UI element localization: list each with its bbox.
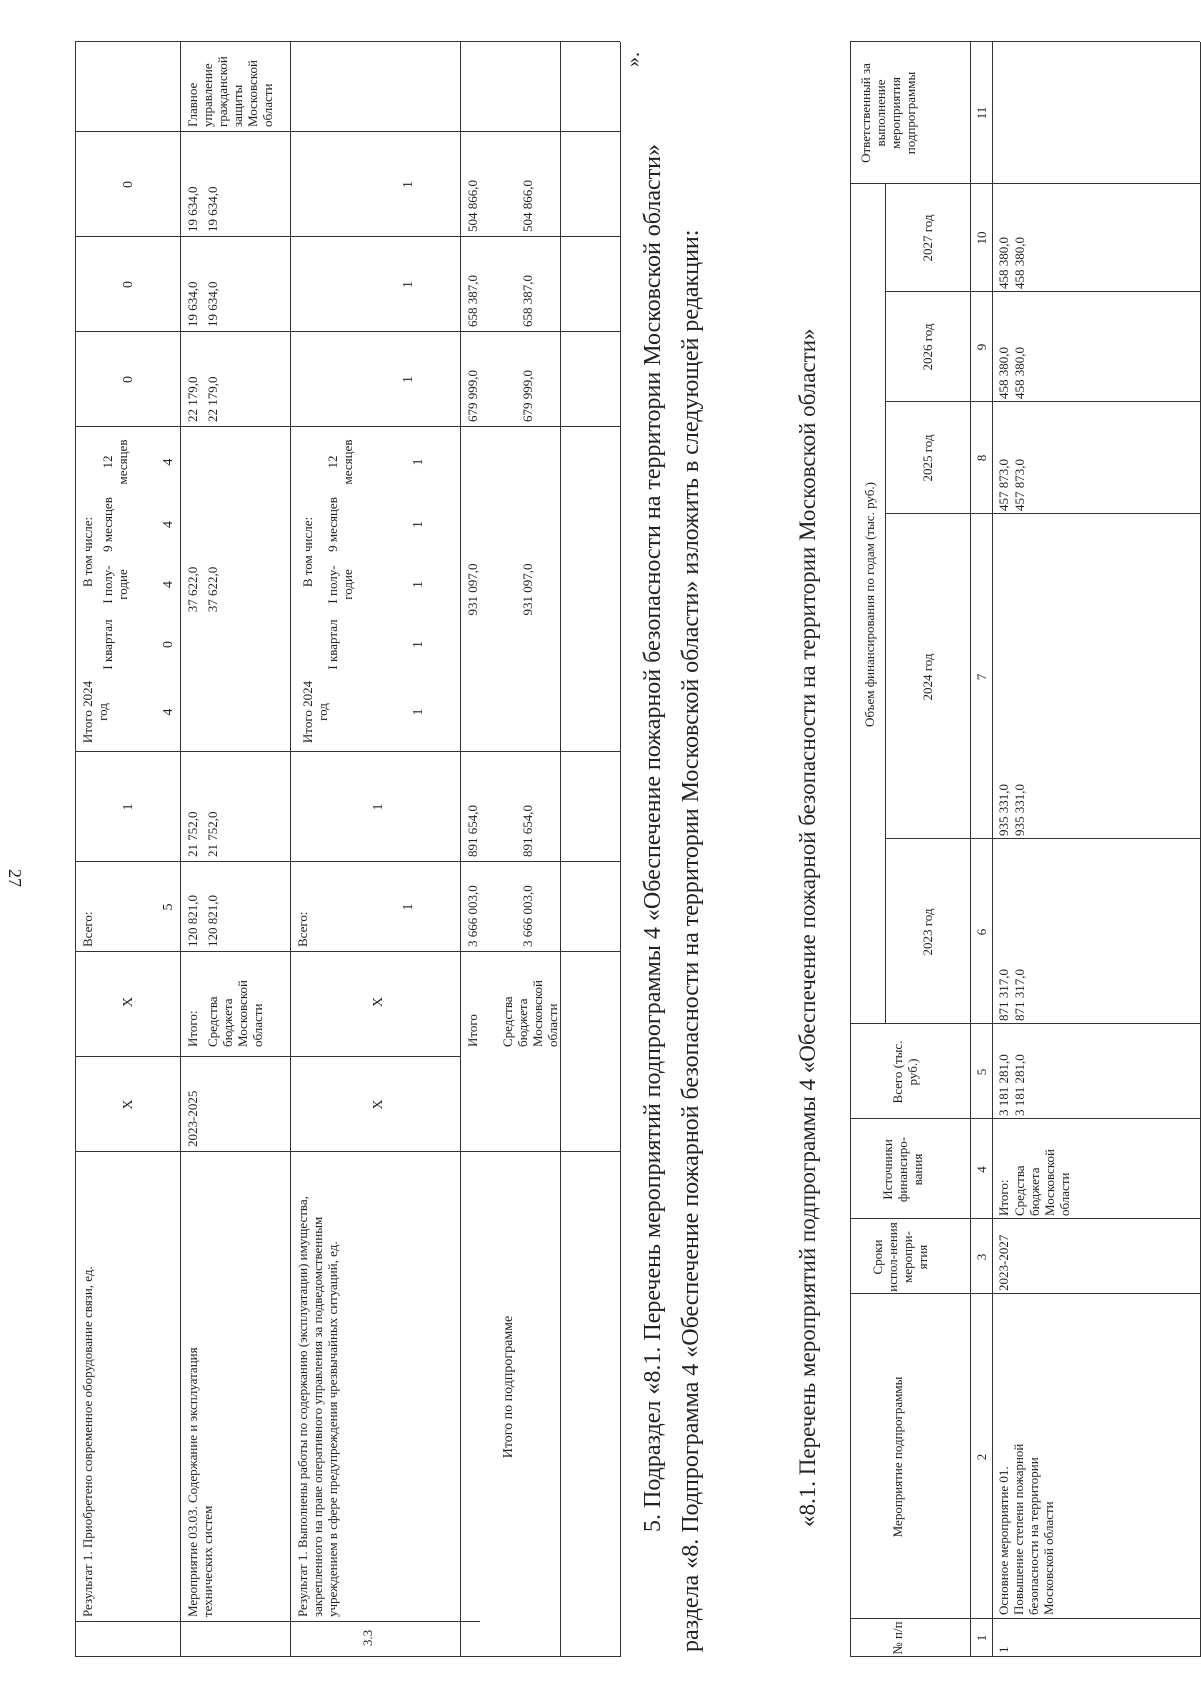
row2-y2026-a: 19 634,0: [185, 281, 200, 327]
colnum-9: 9: [974, 343, 989, 351]
row1-q1-num: 0: [161, 641, 176, 648]
row3-y2025: 1: [401, 376, 416, 383]
row4-total-b: 3 666 003,0: [520, 885, 535, 947]
row3-total-num: 1: [401, 903, 416, 911]
row3-label: Результат 1. Выполнены работы по содержанию (эксплуатации) имущества, закрепленного на праве оперативного управления за подведомственным учреждением в сфере предупреждения чрезвычайных ситуаций, ед.: [295, 1196, 340, 1617]
row1-y2027: 0: [121, 181, 136, 188]
row3-itogo2024-num: 1: [411, 708, 426, 716]
row2-y2024-b: 37 622,0: [205, 566, 220, 613]
row4-y2026-b: 658 387,0: [520, 275, 535, 327]
page-number: 27: [5, 869, 25, 887]
colnum-4: 4: [974, 1166, 989, 1173]
row2-total-b: 120 821,0: [205, 895, 220, 947]
row2-period: 2023-2025: [185, 1090, 200, 1147]
paragraph-line-1: 5. Подраздел «8.1. Перечень мероприятий подпрограммы 4 «Обеспечение пожарной безопасности на территории Московской области»: [640, 143, 666, 1532]
row1-h1-num: 4: [161, 581, 176, 588]
paragraph-line-2: раздела «8. Подпрограмма 4 «Обеспечение пожарной безопасности на территории Московской области» изложить в следующей редакции:: [678, 229, 704, 1652]
row3-m9: 9 месяцев: [325, 497, 340, 552]
hdr-period: Сроки испол-нения меропри-ятия: [870, 1222, 930, 1292]
row3-source: Х: [371, 996, 386, 1008]
row1-y2023: 1: [121, 803, 136, 811]
row4-y2023-a: 891 654,0: [465, 805, 480, 857]
row4-y2024-a: 931 097,0: [465, 563, 480, 616]
row4-label: Итого по подпрограмме: [501, 1315, 516, 1459]
hdr-y2023: 2023 год: [920, 908, 935, 956]
row1-itogo2024: Итого 2024 год: [80, 680, 110, 744]
row4-y2025-a: 679 999,0: [465, 370, 480, 422]
row-y2023-a: 871 317,0: [996, 969, 1011, 1021]
row2-y2025-b: 22 179,0: [205, 376, 220, 422]
row-y2026-b: 458 380,0: [1012, 347, 1027, 399]
row-y2025-b: 457 873,0: [1012, 459, 1027, 511]
row1-label: Результат 1. Приобретено современное оборудование связи, ед.: [80, 1266, 95, 1617]
row-y2027-a: 458 380,0: [996, 237, 1011, 289]
row2-y2024-a: 37 622,0: [185, 566, 200, 613]
row3-y2027: 1: [401, 181, 416, 188]
colnum-6: 6: [974, 928, 989, 936]
hdr-num: № п/п: [890, 1621, 905, 1655]
hdr-y2025: 2025 год: [920, 434, 935, 482]
row4-y2025-b: 679 999,0: [520, 370, 535, 422]
colnum-11: 11: [974, 106, 989, 120]
row3-h1-num: 1: [411, 581, 426, 588]
row1-h1: I полу-годие: [100, 565, 130, 604]
row1-total-num: 5: [161, 903, 176, 911]
hdr-total: Всего (тыс. руб.): [890, 1040, 920, 1104]
row-y2027-b: 458 380,0: [1012, 237, 1027, 289]
row3-y2023: 1: [371, 803, 386, 811]
row1-m9: 9 месяцев: [100, 497, 115, 552]
colnum-7: 7: [974, 673, 989, 681]
row4-y2026-a: 658 387,0: [465, 275, 480, 327]
row3-m12: 12 месяцев: [325, 439, 355, 485]
row3-itogo2024: Итого 2024 год: [300, 680, 330, 744]
row1-vtom: В том числе:: [80, 516, 95, 588]
row2-source-a: Итого:: [185, 1010, 200, 1047]
row2-y2027-a: 19 634,0: [185, 186, 200, 232]
row2-label: Мероприятие 03.03. Содержание и эксплуатация технических систем: [185, 1347, 215, 1617]
row3-m9-num: 1: [411, 521, 426, 528]
colnum-10: 10: [974, 231, 989, 245]
row2-y2027-b: 19 634,0: [205, 186, 220, 232]
section-title: «8.1. Перечень мероприятий подпрограммы 4 «Обеспечение пожарной безопасности на территории Московской области»: [795, 328, 820, 1527]
row-y2024-b: 935 331,0: [1012, 784, 1027, 836]
row1-m12-num: 4: [161, 458, 176, 466]
hdr-y2026: 2026 год: [920, 323, 935, 371]
row1-y2026: 0: [121, 281, 136, 288]
row3-period: Х: [371, 1099, 386, 1110]
hdr-y2027: 2027 год: [920, 214, 935, 262]
row2-responsible: Главное управление гражданской защиты Московской области: [185, 56, 275, 127]
row1-y2025: 0: [121, 376, 136, 383]
hdr-volume: Объем финансирования по годам (тыс. руб.): [862, 482, 877, 727]
colnum-1: 1: [974, 1634, 989, 1642]
row3-q1-num: 1: [411, 641, 426, 648]
row3-m12-num: 1: [411, 458, 426, 466]
row-y2023-b: 871 317,0: [1012, 969, 1027, 1021]
row4-y2027-b: 504 866,0: [520, 180, 535, 232]
row3-num: 3.3: [360, 1629, 375, 1647]
row1-m9-num: 4: [161, 521, 176, 528]
row-source-a: Итого:: [996, 1179, 1011, 1216]
row-source-b: Средства бюджета Московской области: [1012, 1149, 1072, 1216]
row3-y2026: 1: [401, 281, 416, 288]
row4-y2023-b: 891 654,0: [520, 805, 535, 857]
colnum-8: 8: [974, 454, 989, 462]
row4-total-a: 3 666 003,0: [465, 885, 480, 947]
row3-vtom: В том числе:: [300, 516, 315, 588]
row1-q1: I квартал: [100, 619, 115, 670]
row1-itogo2024-num: 4: [161, 708, 176, 716]
row3-total-label: Всего:: [295, 911, 310, 947]
row-measure: Основное мероприятие 01. Повышение степени пожарной безопасности на территории Московской области: [996, 1443, 1056, 1615]
row-y2025-a: 457 873,0: [996, 459, 1011, 511]
closing-quote: ».: [622, 52, 644, 67]
row2-source-b: Средства бюджета Московской области: [205, 980, 265, 1047]
hdr-measure: Мероприятие подпрограммы: [890, 1376, 905, 1538]
row1-period: Х: [121, 1099, 136, 1110]
row4-y2027-a: 504 866,0: [465, 180, 480, 232]
row4-y2024-b: 931 097,0: [520, 563, 535, 616]
hdr-source: Источники финансиро-вания: [880, 1136, 925, 1203]
row1-m12: 12 месяцев: [100, 439, 130, 485]
row1-source: Х: [121, 996, 136, 1008]
colnum-5: 5: [974, 1068, 989, 1076]
row4-source-a: Итого: [465, 1014, 480, 1047]
hdr-responsible: Ответственный за выполнение мероприятия подпрограммы: [858, 63, 918, 163]
row3-h1: I полу-годие: [325, 565, 355, 604]
row-total-a: 3 181 281,0: [996, 1054, 1011, 1116]
row-total-b: 3 181 281,0: [1012, 1054, 1027, 1116]
row-y2024-a: 935 331,0: [996, 784, 1011, 836]
row2-y2026-b: 19 634,0: [205, 281, 220, 327]
row-period: 2023-2027: [996, 1234, 1011, 1291]
hdr-y2024: 2024 год: [920, 653, 935, 701]
row3-q1: I квартал: [325, 619, 340, 670]
colnum-2: 2: [974, 1453, 989, 1461]
row2-total-a: 120 821,0: [185, 895, 200, 947]
row1-total-label: Всего:: [80, 911, 95, 947]
row4-source-b: Средства бюджета Московской области: [500, 980, 560, 1047]
colnum-3: 3: [974, 1253, 989, 1261]
row2-y2025-a: 22 179,0: [185, 376, 200, 422]
row2-y2023-a: 21 752,0: [185, 811, 200, 857]
row2-y2023-b: 21 752,0: [205, 811, 220, 857]
row-num: 1: [996, 1646, 1011, 1653]
row-y2026-a: 458 380,0: [996, 347, 1011, 399]
